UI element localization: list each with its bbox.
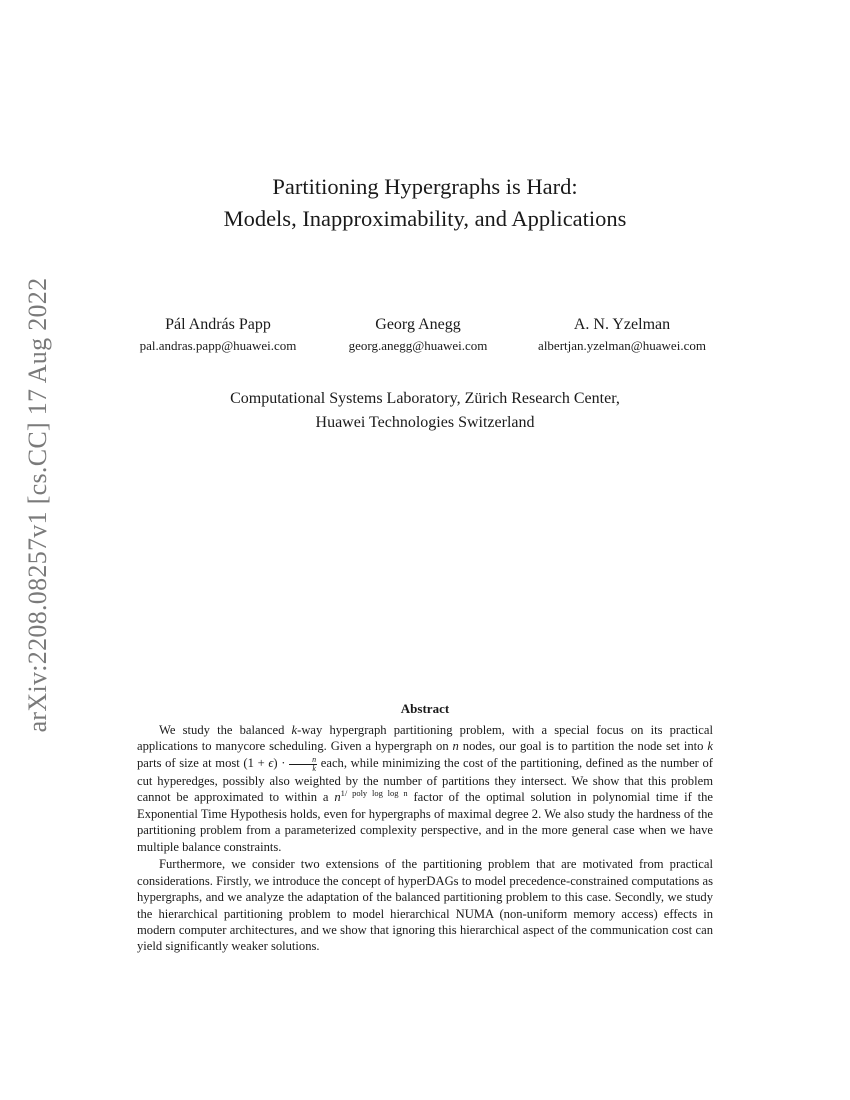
title-line-1: Partitioning Hypergraphs is Hard:: [272, 174, 578, 199]
author-email: pal.andras.papp@huawei.com: [139, 338, 297, 353]
math-fraction: [289, 756, 317, 773]
affiliation: [0, 387, 850, 435]
author-block: [118, 314, 318, 356]
abstract-text: We study the balanced: [159, 723, 292, 737]
arxiv-identifier: arXiv:2208.08257v1 [cs.CC] 17 Aug 2022: [23, 277, 52, 733]
abstract-text: factor of the optimal solution in polynomial time if the Exponential Time Hypothesis holds, even for hypergraphs of maximal degree 2. We also study the hardness of the partitioning problem from a parameterized complexity perspective, and in the more general case when we have multiple balance constraints.: [137, 790, 713, 854]
author-name: A. N. Yzelman: [573, 316, 671, 333]
abstract-text: each, while minimizing the cost of the partitioning, defined as the number of cut hyperedges, possibly also weighted by the number of partitions they intersect. We show that this problem cannot be approximated to within a: [137, 755, 713, 805]
abstract-heading: Abstract: [400, 701, 450, 716]
abstract-text: -way hypergraph partitioning problem, with a special focus on its practical applications to manycore scheduling. Given a hypergraph on: [137, 723, 713, 754]
abstract-paragraph-1: [137, 722, 713, 855]
fraction-numerator: n: [289, 756, 317, 765]
fraction-denominator: k: [312, 763, 316, 773]
author-block: [522, 314, 722, 356]
paper-title: [0, 171, 850, 235]
affiliation-line-1: Computational Systems Laboratory, Zürich Research Center,: [230, 390, 620, 407]
math-variable: ϵ: [268, 755, 274, 770]
affiliation-line-2: Huawei Technologies Switzerland: [315, 414, 535, 431]
abstract-body: [137, 722, 713, 955]
math-variable: k: [291, 723, 298, 737]
math-exponent: 1/ poly log log n: [340, 788, 408, 799]
author-email: georg.anegg@huawei.com: [348, 338, 488, 353]
abstract-text: nodes, our goal is to partition the node set into: [458, 739, 708, 754]
math-expression: [243, 754, 317, 773]
author-name: Pál András Papp: [165, 316, 271, 333]
author-block: [318, 314, 518, 356]
math-variable: k: [707, 739, 713, 754]
math-variable: n: [334, 790, 341, 805]
title-line-2: Models, Inapproximability, and Applications: [223, 206, 627, 231]
abstract-paragraph-2: Furthermore, we consider two extensions of the partitioning problem that are motivated from practical considerations. Firstly, we introduce the concept of hyperDAGs to model precedence-constrained computations as hypergraphs, and we analyze the adaptation of the balanced partitioning problem to this case. Secondly, we study the hierarchical partitioning problem to model hierarchical NUMA (non-uniform memory access) effects in modern computer architectures, and we show that ignoring this hierarchical aspect of the communication cost can yield significantly weaker solutions.: [137, 857, 713, 954]
abstract-text: parts of size at most: [137, 755, 244, 770]
author-email: albertjan.yzelman@huawei.com: [538, 338, 706, 353]
math-text: ) ·: [273, 755, 290, 770]
math-variable: n: [452, 739, 459, 754]
math-text: (1 +: [243, 755, 269, 770]
author-name: Georg Anegg: [375, 316, 461, 333]
math-expression: [334, 790, 407, 804]
